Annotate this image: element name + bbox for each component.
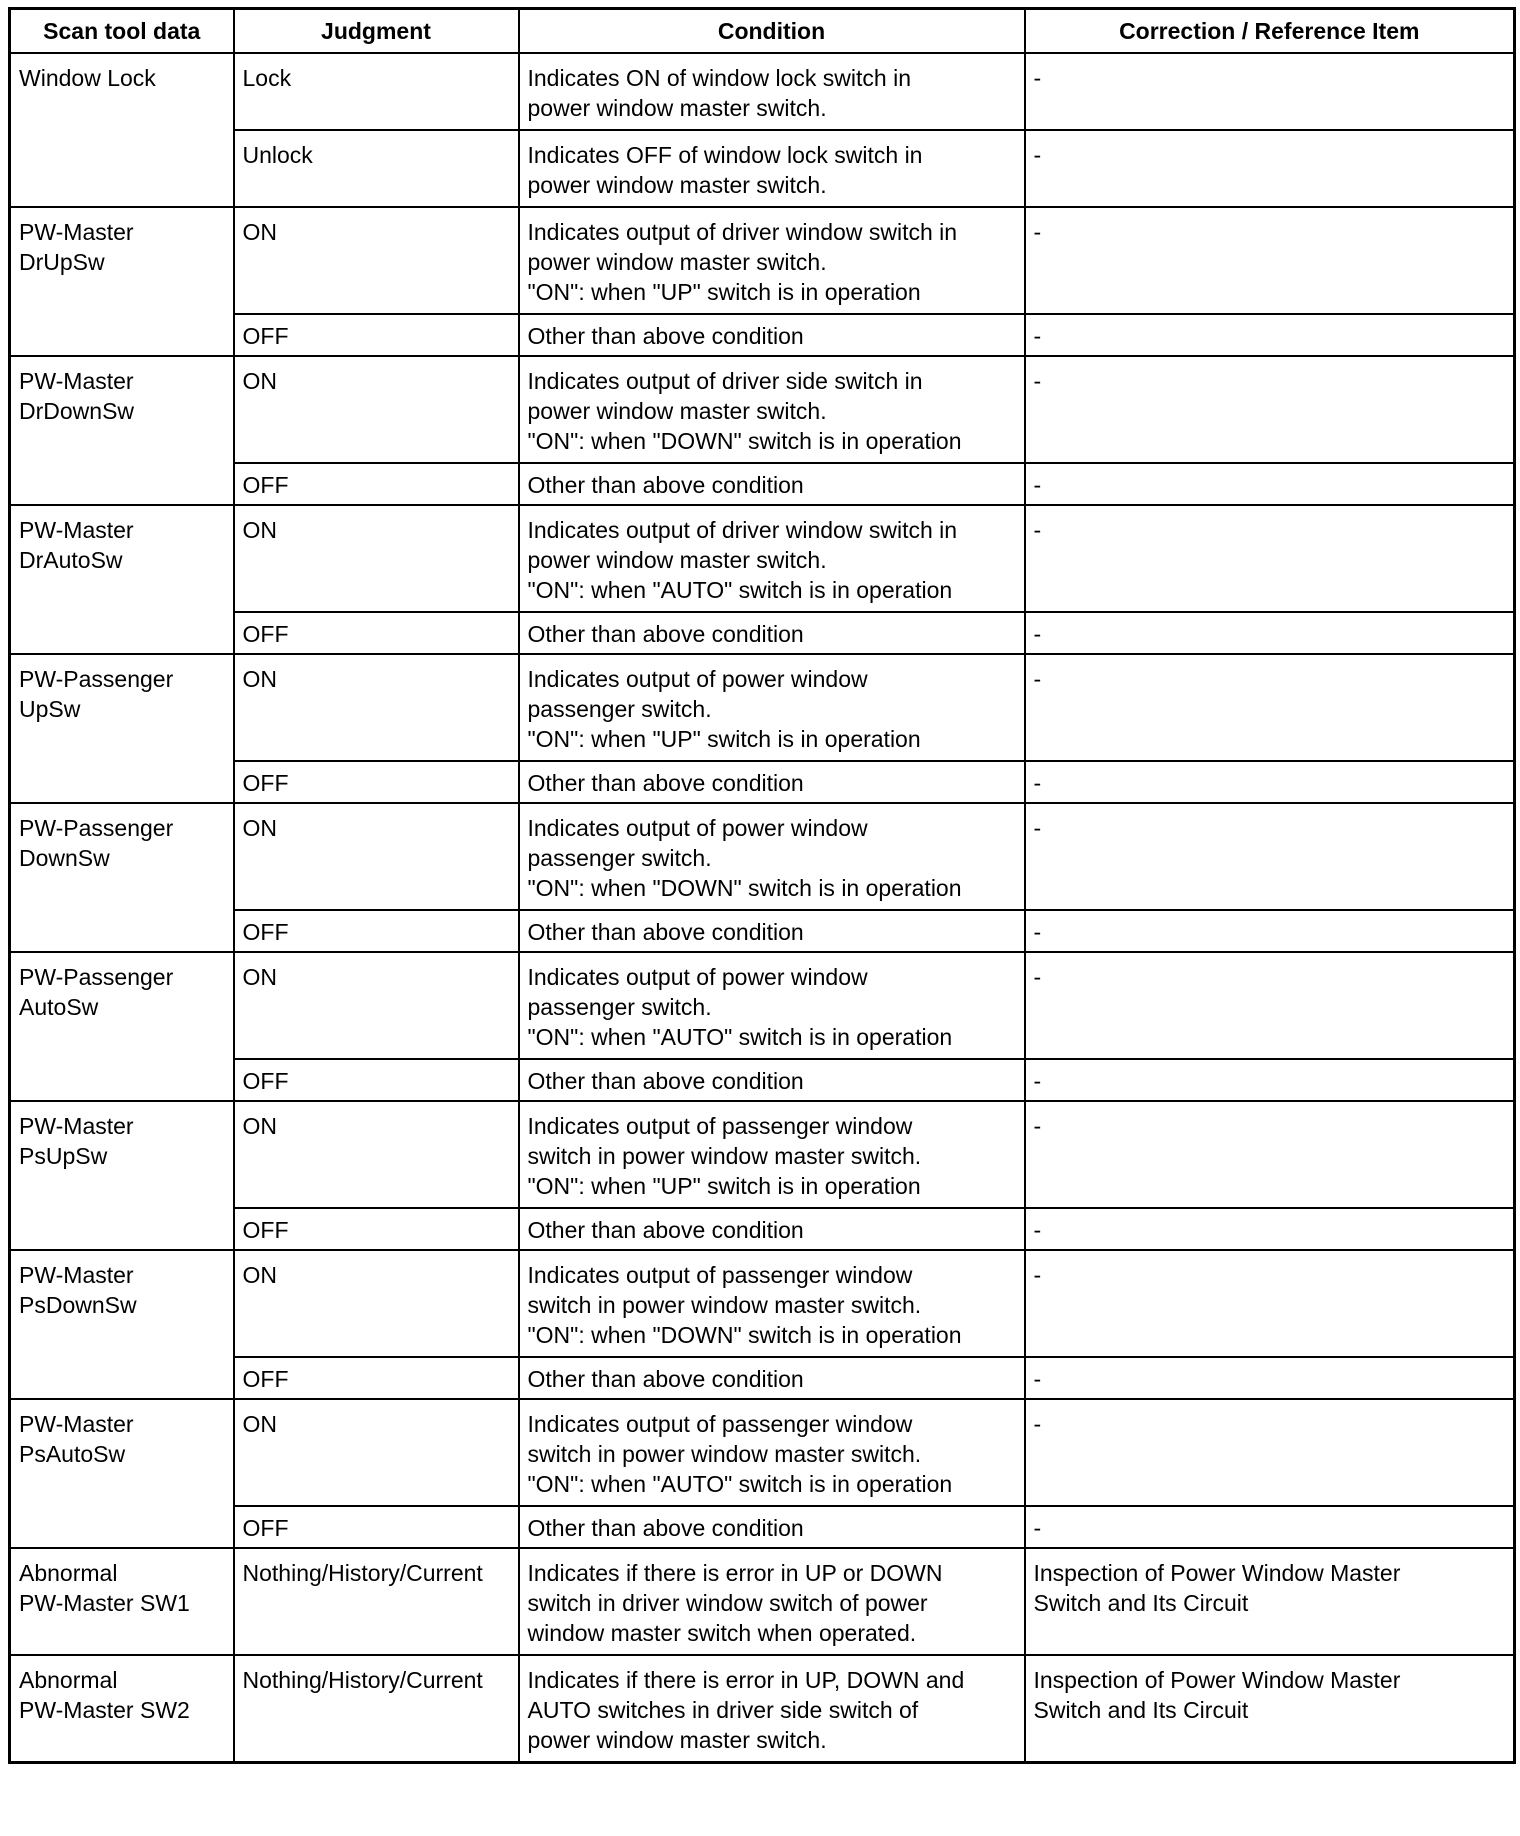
scan-tool-data-line: PsDownSw [19,1292,137,1318]
condition-cell [519,654,1025,761]
correction-line: - [1033,1411,1042,1437]
correction-cell [1025,1101,1515,1208]
condition-line: power window master switch. [527,398,827,424]
correction-cell [1025,910,1515,952]
condition-cell [519,463,1025,505]
correction-line: - [1033,323,1042,349]
header-row [10,9,1515,54]
scan-tool-data-cell [10,803,234,952]
scan-tool-data-cell [10,53,234,207]
scan-tool-data-cell [10,1101,234,1250]
correction-cell [1025,207,1515,314]
condition-line: passenger switch. [527,696,712,722]
scan-tool-data-line: PsUpSw [19,1143,108,1169]
scan-tool-data-line: PsAutoSw [19,1441,126,1467]
scan-tool-data-line: Abnormal [19,1667,118,1693]
scan-tool-data-cell [10,1399,234,1548]
condition-line: Other than above condition [527,1515,804,1541]
condition-line: Other than above condition [527,323,804,349]
condition-cell [519,952,1025,1059]
correction-cell [1025,1399,1515,1506]
header-correction: Correction / Reference Item [1025,9,1515,54]
judgment-cell: ON [234,356,519,463]
condition-line: "ON": when "DOWN" switch is in operation [527,428,962,454]
scan-tool-data-line: Abnormal [19,1560,118,1586]
condition-line: switch in driver window switch of power [527,1590,928,1616]
correction-cell [1025,654,1515,761]
correction-cell [1025,314,1515,356]
table-row [10,952,1515,1059]
scan-tool-data-line: PW-Master SW2 [19,1697,190,1723]
correction-cell [1025,1357,1515,1399]
condition-line: Indicates output of passenger window [527,1113,913,1139]
condition-line: Other than above condition [527,472,804,498]
table-row [10,463,1515,505]
table-row [10,1250,1515,1357]
condition-line: power window master switch. [527,172,827,198]
correction-line: Inspection of Power Window Master [1033,1560,1401,1586]
correction-cell [1025,505,1515,612]
condition-line: Indicates if there is error in UP, DOWN and [527,1667,965,1693]
judgment-cell: ON [234,803,519,910]
correction-cell [1025,803,1515,910]
condition-line: Indicates output of passenger window [527,1262,913,1288]
header-scan-tool-data: Scan tool data [10,9,234,54]
condition-cell [519,1357,1025,1399]
condition-cell [519,1399,1025,1506]
condition-line: "ON": when "UP" switch is in operation [527,279,921,305]
scan-tool-data-line: DrUpSw [19,249,105,275]
correction-line: - [1033,1515,1042,1541]
scan-tool-data-cell [10,952,234,1101]
condition-line: Indicates output of power window [527,964,868,990]
correction-line: - [1033,1262,1042,1288]
correction-line: Switch and Its Circuit [1033,1590,1249,1616]
scan-tool-data-cell [10,1250,234,1399]
condition-line: "ON": when "AUTO" switch is in operation [527,1024,953,1050]
correction-cell [1025,612,1515,654]
condition-line: switch in power window master switch. [527,1441,922,1467]
table-row [10,356,1515,463]
correction-line: - [1033,815,1042,841]
scan-tool-data-line: DownSw [19,845,110,871]
judgment-cell: Unlock [234,130,519,207]
table-row [10,1101,1515,1208]
scan-tool-data-line: DrDownSw [19,398,135,424]
table-row [10,1357,1515,1399]
judgment-cell: OFF [234,314,519,356]
correction-line: - [1033,919,1042,945]
scan-tool-data-cell [10,356,234,505]
condition-line: "ON": when "AUTO" switch is in operation [527,1471,953,1497]
correction-line: - [1033,1366,1042,1392]
scan-tool-data-line: PW-Master [19,219,134,245]
scan-tool-data-line: UpSw [19,696,81,722]
condition-line: window master switch when operated. [527,1620,917,1646]
condition-line: Other than above condition [527,1217,804,1243]
correction-line: - [1033,517,1042,543]
judgment-cell: ON [234,1399,519,1506]
judgment-cell: OFF [234,1208,519,1250]
table-row [10,910,1515,952]
correction-cell [1025,1059,1515,1101]
correction-cell [1025,463,1515,505]
correction-cell [1025,1506,1515,1548]
scan-tool-data-cell [10,1655,234,1763]
judgment-cell: Nothing/History/Current [234,1548,519,1655]
scan-tool-data-line: PW-Passenger [19,666,174,692]
condition-line: Indicates OFF of window lock switch in [527,142,923,168]
correction-line: - [1033,219,1042,245]
header-judgment: Judgment [234,9,519,54]
condition-line: Indicates output of driver side switch in [527,368,923,394]
table-header [10,9,1515,54]
judgment-cell: OFF [234,1059,519,1101]
scan-tool-data-line: PW-Passenger [19,815,174,841]
condition-line: Indicates output of driver window switch in [527,517,958,543]
scan-tool-data-line: PW-Master [19,368,134,394]
condition-line: power window master switch. [527,249,827,275]
condition-line: power window master switch. [527,547,827,573]
scan-tool-data-cell [10,207,234,356]
judgment-cell: OFF [234,463,519,505]
condition-line: Indicates output of power window [527,666,868,692]
condition-cell [519,1506,1025,1548]
condition-cell [519,53,1025,130]
table-row [10,1506,1515,1548]
correction-line: - [1033,1113,1042,1139]
condition-cell [519,1059,1025,1101]
condition-line: "ON": when "UP" switch is in operation [527,1173,921,1199]
table-row [10,612,1515,654]
scan-tool-data-line: Window Lock [19,65,156,91]
judgment-cell: OFF [234,1357,519,1399]
condition-line: Other than above condition [527,770,804,796]
scan-tool-data-cell [10,1548,234,1655]
correction-line: - [1033,1068,1042,1094]
correction-cell [1025,356,1515,463]
table-row [10,207,1515,314]
table-row [10,803,1515,910]
table-row [10,654,1515,761]
judgment-cell: ON [234,505,519,612]
condition-cell [519,910,1025,952]
correction-cell [1025,1548,1515,1655]
judgment-cell: OFF [234,612,519,654]
correction-line: - [1033,964,1042,990]
scan-tool-data-line: AutoSw [19,994,99,1020]
condition-cell [519,1101,1025,1208]
condition-cell [519,1208,1025,1250]
table-row [10,53,1515,130]
judgment-cell: OFF [234,1506,519,1548]
condition-line: Other than above condition [527,1068,804,1094]
condition-line: "ON": when "DOWN" switch is in operation [527,1322,962,1348]
judgment-cell: ON [234,1250,519,1357]
table-row [10,1655,1515,1763]
correction-line: - [1033,142,1042,168]
judgment-cell: ON [234,952,519,1059]
condition-cell [519,612,1025,654]
scan-tool-data-line: PW-Master [19,1411,134,1437]
correction-line: Inspection of Power Window Master [1033,1667,1401,1693]
condition-line: AUTO switches in driver side switch of [527,1697,919,1723]
correction-line: - [1033,368,1042,394]
condition-line: Other than above condition [527,1366,804,1392]
condition-cell [519,130,1025,207]
correction-cell [1025,1250,1515,1357]
table-body [10,53,1515,1763]
scan-tool-data-cell [10,654,234,803]
condition-line: passenger switch. [527,994,712,1020]
condition-cell [519,314,1025,356]
judgment-cell: ON [234,1101,519,1208]
correction-line: - [1033,770,1042,796]
condition-line: "ON": when "UP" switch is in operation [527,726,921,752]
header-condition: Condition [519,9,1025,54]
scan-tool-data-line: PW-Master SW1 [19,1590,190,1616]
correction-cell [1025,1208,1515,1250]
condition-line: Indicates if there is error in UP or DOWN [527,1560,943,1586]
condition-line: Indicates output of power window [527,815,868,841]
condition-cell [519,505,1025,612]
correction-line: - [1033,666,1042,692]
condition-cell [519,1655,1025,1763]
correction-cell [1025,53,1515,130]
table-row [10,130,1515,207]
table-row [10,761,1515,803]
scan-tool-data-line: PW-Passenger [19,964,174,990]
scan-tool-data-line: DrAutoSw [19,547,123,573]
correction-cell [1025,761,1515,803]
condition-cell [519,761,1025,803]
condition-line: Indicates output of driver window switch in [527,219,958,245]
condition-line: switch in power window master switch. [527,1143,922,1169]
correction-line: - [1033,472,1042,498]
condition-line: Other than above condition [527,919,804,945]
condition-line: "ON": when "AUTO" switch is in operation [527,577,953,603]
correction-line: - [1033,65,1042,91]
condition-line: Indicates ON of window lock switch in [527,65,911,91]
scan-tool-data-line: PW-Master [19,1113,134,1139]
judgment-cell: ON [234,654,519,761]
scan-tool-data-cell [10,505,234,654]
scan-tool-data-line: PW-Master [19,1262,134,1288]
judgment-cell: Nothing/History/Current [234,1655,519,1763]
condition-line: Other than above condition [527,621,804,647]
correction-line: - [1033,621,1042,647]
correction-cell [1025,1655,1515,1763]
correction-line: Switch and Its Circuit [1033,1697,1249,1723]
condition-line: power window master switch. [527,1727,827,1753]
table-row [10,505,1515,612]
judgment-cell: Lock [234,53,519,130]
condition-cell [519,1250,1025,1357]
scan-tool-data-table [8,7,1516,1764]
correction-cell [1025,130,1515,207]
judgment-cell: OFF [234,761,519,803]
condition-cell [519,356,1025,463]
correction-cell [1025,952,1515,1059]
correction-line: - [1033,1217,1042,1243]
condition-cell [519,1548,1025,1655]
condition-line: power window master switch. [527,95,827,121]
scan-tool-data-line: PW-Master [19,517,134,543]
condition-cell [519,207,1025,314]
condition-line: "ON": when "DOWN" switch is in operation [527,875,962,901]
condition-cell [519,803,1025,910]
judgment-cell: ON [234,207,519,314]
judgment-cell: OFF [234,910,519,952]
table-row [10,314,1515,356]
condition-line: switch in power window master switch. [527,1292,922,1318]
condition-line: Indicates output of passenger window [527,1411,913,1437]
table-row [10,1208,1515,1250]
table-row [10,1059,1515,1101]
condition-line: passenger switch. [527,845,712,871]
table-row [10,1548,1515,1655]
table-row [10,1399,1515,1506]
